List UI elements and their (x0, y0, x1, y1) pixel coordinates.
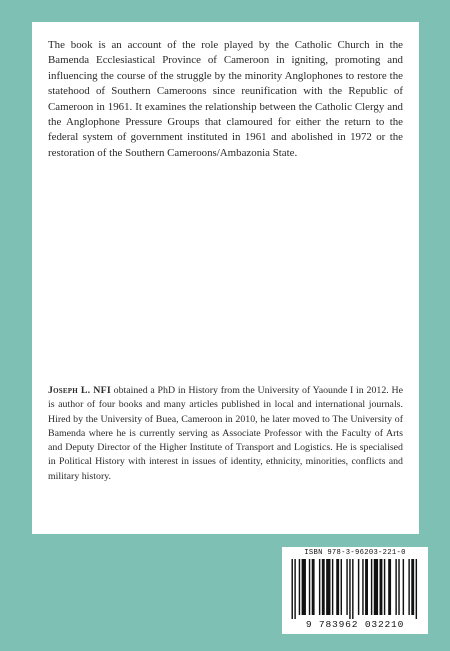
barcode-bar (332, 559, 333, 615)
barcode-bar (322, 559, 325, 615)
barcode-bar (411, 559, 414, 615)
barcode-bar (374, 559, 378, 615)
barcode-bar (371, 559, 372, 615)
barcode-bar (341, 559, 342, 615)
barcode-bar (362, 559, 363, 615)
barcode-bars (290, 559, 420, 619)
barcode-bar (380, 559, 383, 615)
isbn-number: ISBN 978-3-96203-221-0 (304, 549, 406, 557)
barcode-bar (346, 559, 347, 615)
barcode-bar (319, 559, 320, 615)
barcode-bar (398, 559, 399, 615)
barcode-bar (294, 559, 295, 619)
author-name: Joseph L. NFI (48, 385, 111, 396)
barcode-bar (408, 559, 409, 615)
author-biography (48, 384, 403, 484)
barcode-bar (395, 559, 396, 615)
barcode-bar (388, 559, 391, 615)
barcode-bar (416, 559, 417, 619)
isbn-barcode (282, 547, 428, 634)
text-panel (32, 22, 419, 534)
author-bio-text: obtained a PhD in History from the University of Yaounde I in 2012. He is author of four books and many articles published in local and international journals. Hired by the University of Buea, Cameroon in 2010, he later moved to The University of Bamenda where he is currently serving as Associate Professor with the Faculty of Arts and Deputy Director of the Higher Institute of Transport and Logistics. He is specialised in Political History with interest in issues of identity, ethnicity, minorities, conflicts and military history. (48, 385, 403, 482)
barcode-bar (326, 559, 330, 615)
barcode-bar (302, 559, 306, 615)
barcode-bar (299, 559, 300, 615)
barcode-bar (349, 559, 350, 619)
barcode-bar (312, 559, 315, 615)
barcode-bar (403, 559, 404, 615)
barcode-bar (352, 559, 353, 619)
barcode-bar (365, 559, 368, 615)
barcode-bar (358, 559, 359, 615)
barcode-bar (309, 559, 310, 615)
barcode-bar (292, 559, 293, 619)
book-description: The book is an account of the role played by the Catholic Church in the Bamenda Ecclesiastical Province of Cameroon in igniting, promoting and influencing the course of the struggle by the minority Anglophones to restore the statehood of Southern Cameroons since reunification with the Republic of Cameroon in 1961. It examines the relationship between the Catholic Clergy and the Anglophone Pressure Groups that clamoured for either the return to the federal system of government instituted in 1961 and abolished in 1972 or the restoration of the Southern Cameroons/Ambazonia State. (48, 39, 403, 159)
barcode-bar (336, 559, 339, 615)
ean-digits: 9 783962 032210 (305, 619, 405, 630)
barcode-bar (384, 559, 385, 615)
